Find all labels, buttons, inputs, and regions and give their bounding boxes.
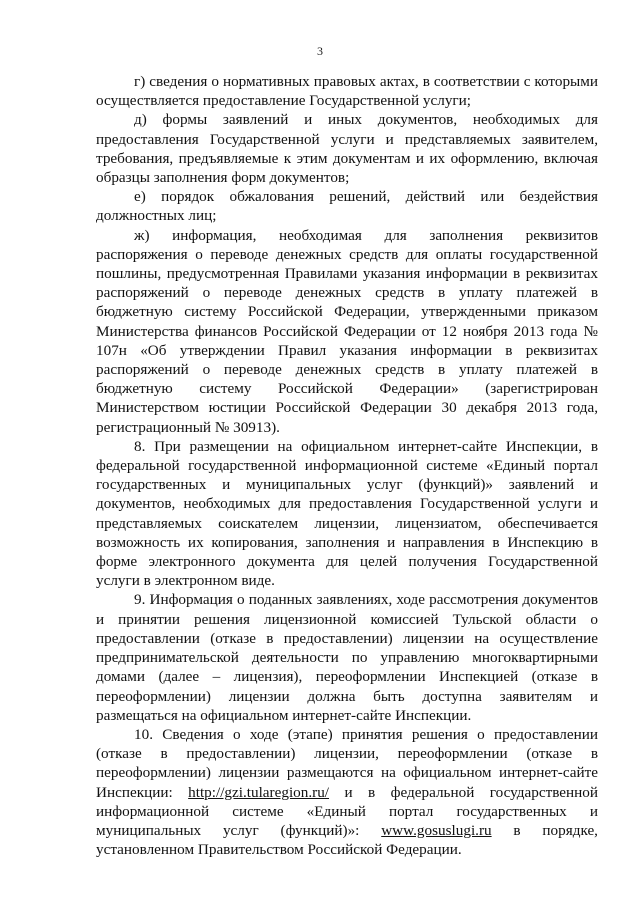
paragraph-text: д) формы заявлений и иных документов, необходимых для предоставления Государственной услуги и представляемых заявителем, требования, предъявляемые к этим документам и их оформлению, включая образцы заполнения форм документов; — [96, 111, 598, 187]
gosuslugi-link[interactable]: www.gosuslugi.ru — [381, 821, 492, 839]
paragraph-text: и в федеральной государственной информационной системе «Единый портал государственных и муниципальных услуг (функций)»: — [96, 783, 599, 839]
paragraph-e — [96, 187, 598, 225]
paragraph-10 — [96, 725, 598, 859]
paragraph-text: е) порядок обжалования решений, действий или бездействия должностных лиц; — [96, 188, 598, 225]
paragraph-9 — [96, 590, 598, 724]
paragraph-zh — [96, 226, 598, 437]
paragraph-d — [96, 110, 598, 187]
paragraph-text: в порядке, установленном Правительством Российской Федерации. — [96, 821, 598, 859]
paragraph-text: ж) информация, необходимая для заполнения реквизитов распоряжения о переводе денежных средств для оплаты государственной пошлины, предусмотренная Правилами указания информации в реквизитах распоряжений о переводе денежных средств в уплату платежей в бюджетную систему Российской Федерации, утвержденными приказом Министерства финансов Российской Федерации от 12 ноября 2013 года № 107н «Об утверждении Правил указания информации в реквизитах распоряжений о переводе денежных средств в уплату платежей в бюджетную систему Российской Федерации» (зарегистрирован Министерством юстиции Российской Федерации 30 декабря 2013 года, регистрационный № 30913). — [96, 226, 598, 436]
paragraph-g — [96, 72, 598, 110]
page-number: 3 — [317, 44, 323, 58]
document-body — [96, 72, 598, 859]
paragraph-text: 10. Сведения о ходе (этапе) принятия решения о предоставлении (отказе в предоставлении) лицензии, переоформлении (отказе в переоформлении) лицензии размещаются на официальном интернет-сайте Инспекции: — [96, 725, 598, 801]
paragraph-text: 8. При размещении на официальном интернет-сайте Инспекции, в федеральной государственной информационной системе «Единый портал государственных и муниципальных услуг (функций)» заявлений и документов, необходимых для предоставления Государственной услуги и представляемых соискателем лицензии, лицензиатом, обеспечивается возможность их копирования, заполнения и направления в Инспекцию в форме электронного документа для целей получения Государственной услуги в электронном виде. — [96, 437, 598, 590]
paragraph-text: 9. Информация о поданных заявлениях, ходе рассмотрения документов и принятии решения лицензионной комиссией Тульской области о предоставлении (отказе в предоставлении) лицензии на осуществление предпринимательской деятельности по управлению многоквартирными домами (далее – лицензия), переоформлении Инспекцией (отказе в переоформлении) лицензии должна быть доступна заявителям и размещаться на официальном интернет-сайте Инспекции. — [96, 591, 598, 724]
paragraph-text: г) сведения о нормативных правовых актах, в соответствии с которыми осуществляется предоставление Государственной услуги; — [96, 73, 598, 110]
inspection-site-link[interactable]: http://gzi.tularegion.ru/ — [188, 783, 330, 801]
paragraph-8 — [96, 437, 598, 591]
